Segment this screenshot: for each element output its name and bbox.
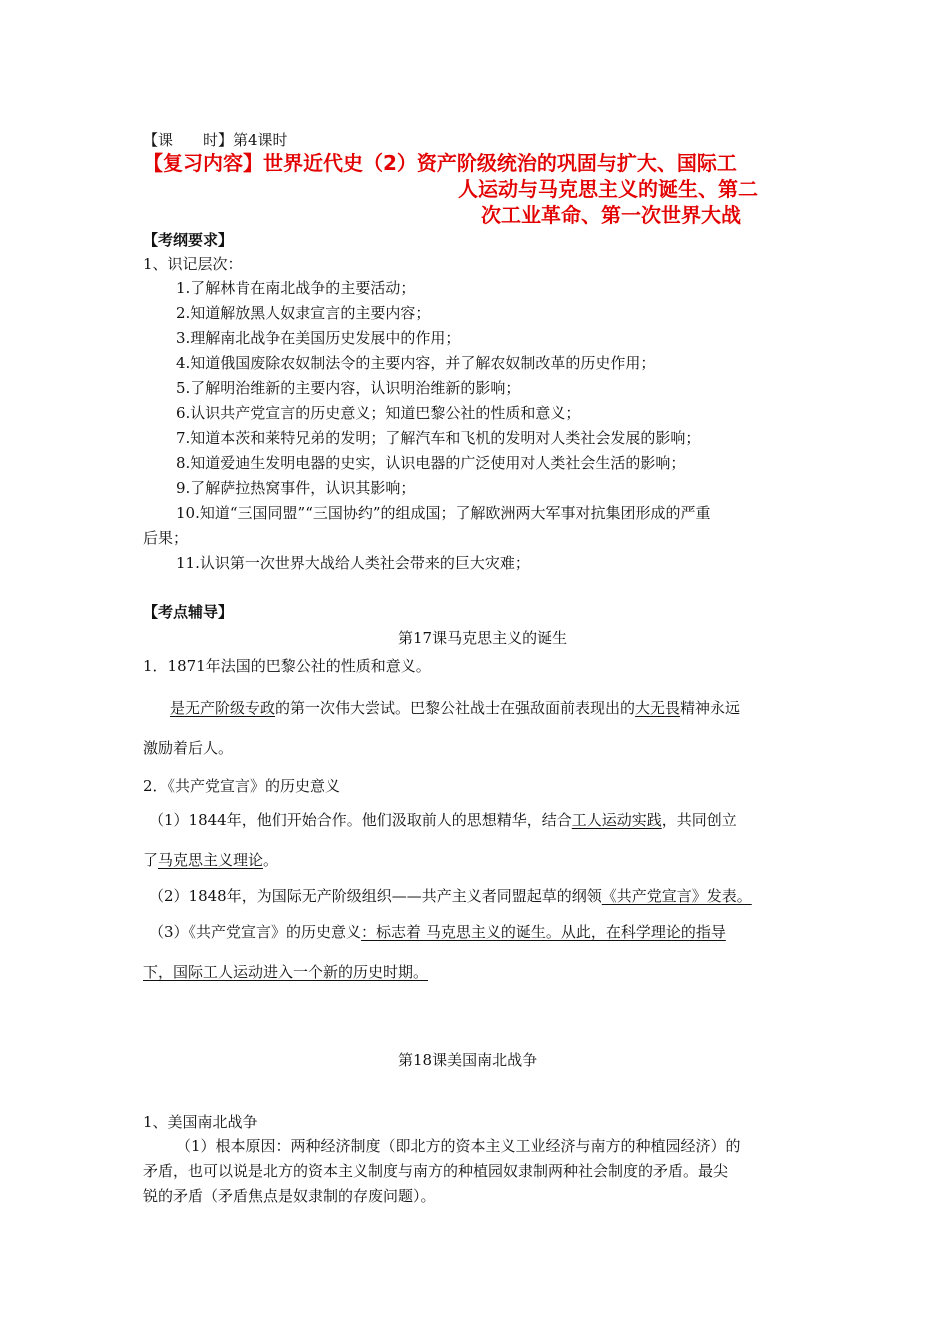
requirement-item: 7.知道本茨和莱特兄弟的发明；了解汽车和飞机的发明对人类社会发展的影响； <box>176 429 701 447</box>
lesson17-p3-line1 <box>149 922 726 942</box>
requirement-item: 3.理解南北战争在美国历史发展中的作用； <box>176 329 461 347</box>
requirement-item-cont: 后果； <box>143 529 189 547</box>
underlined-term: 大无畏 <box>635 699 681 717</box>
text-span: ，共同创立 <box>661 811 737 829</box>
text-span: 。 <box>263 851 279 869</box>
requirement-item: 9.了解萨拉热窝事件，认识其影响； <box>176 479 416 497</box>
text-span: （2）1848年，为国际无产阶级组织——共产主义者同盟起草的纲领 <box>149 887 602 905</box>
underlined-term: ：标志着 马克思主义的诞生。从此，在科学理论的指导 <box>361 923 726 941</box>
lesson-period: 【课 时】第4课时 <box>143 131 288 149</box>
review-title-line1: 【复习内容】世界近代史（2）资产阶级统治的巩固与扩大、国际工 <box>143 151 737 175</box>
lesson17-p2 <box>149 886 752 906</box>
recall-level: 1、识记层次： <box>143 255 243 273</box>
text-span: （1）1844年，他们开始合作。他们汲取前人的思想精华，结合 <box>149 811 572 829</box>
lesson17-p1-line2 <box>143 850 278 870</box>
lesson17-p3-line2: 下，国际工人运动进入一个新的历史时期。 <box>143 963 429 981</box>
requirement-item: 2.知道解放黑人奴隶宣言的主要内容； <box>176 304 431 322</box>
lesson17-p1-line1 <box>149 810 737 830</box>
text-span: （3）《共产党宣言》的历史意义 <box>149 923 362 941</box>
lesson17-title: 第17课马克思主义的诞生 <box>398 629 568 647</box>
review-title-line3: 次工业革命、第一次世界大战 <box>481 203 741 227</box>
underlined-term: 《共产党宣言》发表。 <box>601 887 752 905</box>
lesson18-title: 第18课美国南北战争 <box>398 1051 538 1069</box>
guidance-heading: 【考点辅导】 <box>143 603 234 621</box>
lesson18-q1: 1、美国南北战争 <box>143 1113 258 1131</box>
exam-requirements-heading: 【考纲要求】 <box>143 231 234 249</box>
lesson18-p1-line1: （1）根本原因：两种经济制度（即北方的资本主义工业经济与南方的种植园经济）的 <box>176 1137 741 1155</box>
review-title-line2: 人运动与马克思主义的诞生、第二 <box>458 177 758 201</box>
lesson17-q1: 1．1871年法国的巴黎公社的性质和意义。 <box>143 657 431 675</box>
lesson18-p1-line3: 锐的矛盾（矛盾焦点是奴隶制的存废问题）。 <box>143 1187 436 1205</box>
underlined-term: 马克思主义理论 <box>158 851 264 869</box>
requirement-item: 10.知道“三国同盟”“三国协约”的组成国；了解欧洲两大军事对抗集团形成的严重 <box>176 504 711 522</box>
underlined-term: 工人运动实践 <box>571 811 662 829</box>
text-span: 了 <box>143 851 159 869</box>
lesson17-a1-line2: 激励着后人。 <box>143 739 234 757</box>
requirement-item: 4.知道俄国废除农奴制法令的主要内容，并了解农奴制改革的历史作用； <box>176 354 656 372</box>
requirement-item: 11.认识第一次世界大战给人类社会带来的巨大灾难； <box>176 554 530 572</box>
text-span: 精神永远 <box>680 699 741 717</box>
requirement-item: 1.了解林肯在南北战争的主要活动； <box>176 279 416 297</box>
requirement-item: 5.了解明治维新的主要内容，认识明治维新的影响； <box>176 379 521 397</box>
text-span: 的第一次伟大尝试。巴黎公社战士在强敌面前表现出的 <box>275 699 636 717</box>
requirement-item: 8.知道爱迪生发明电器的史实，认识电器的广泛使用对人类社会生活的影响； <box>176 454 686 472</box>
lesson17-a1-line1 <box>170 698 740 718</box>
underlined-term: 是无产阶级专政 <box>170 699 276 717</box>
requirement-item: 6.认识共产党宣言的历史意义；知道巴黎公社的性质和意义； <box>176 404 581 422</box>
lesson18-p1-line2: 矛盾，也可以说是北方的资本主义制度与南方的种植园奴隶制两种社会制度的矛盾。最尖 <box>143 1162 729 1180</box>
lesson17-q2: 2．《共产党宣言》的历史意义 <box>143 777 341 795</box>
